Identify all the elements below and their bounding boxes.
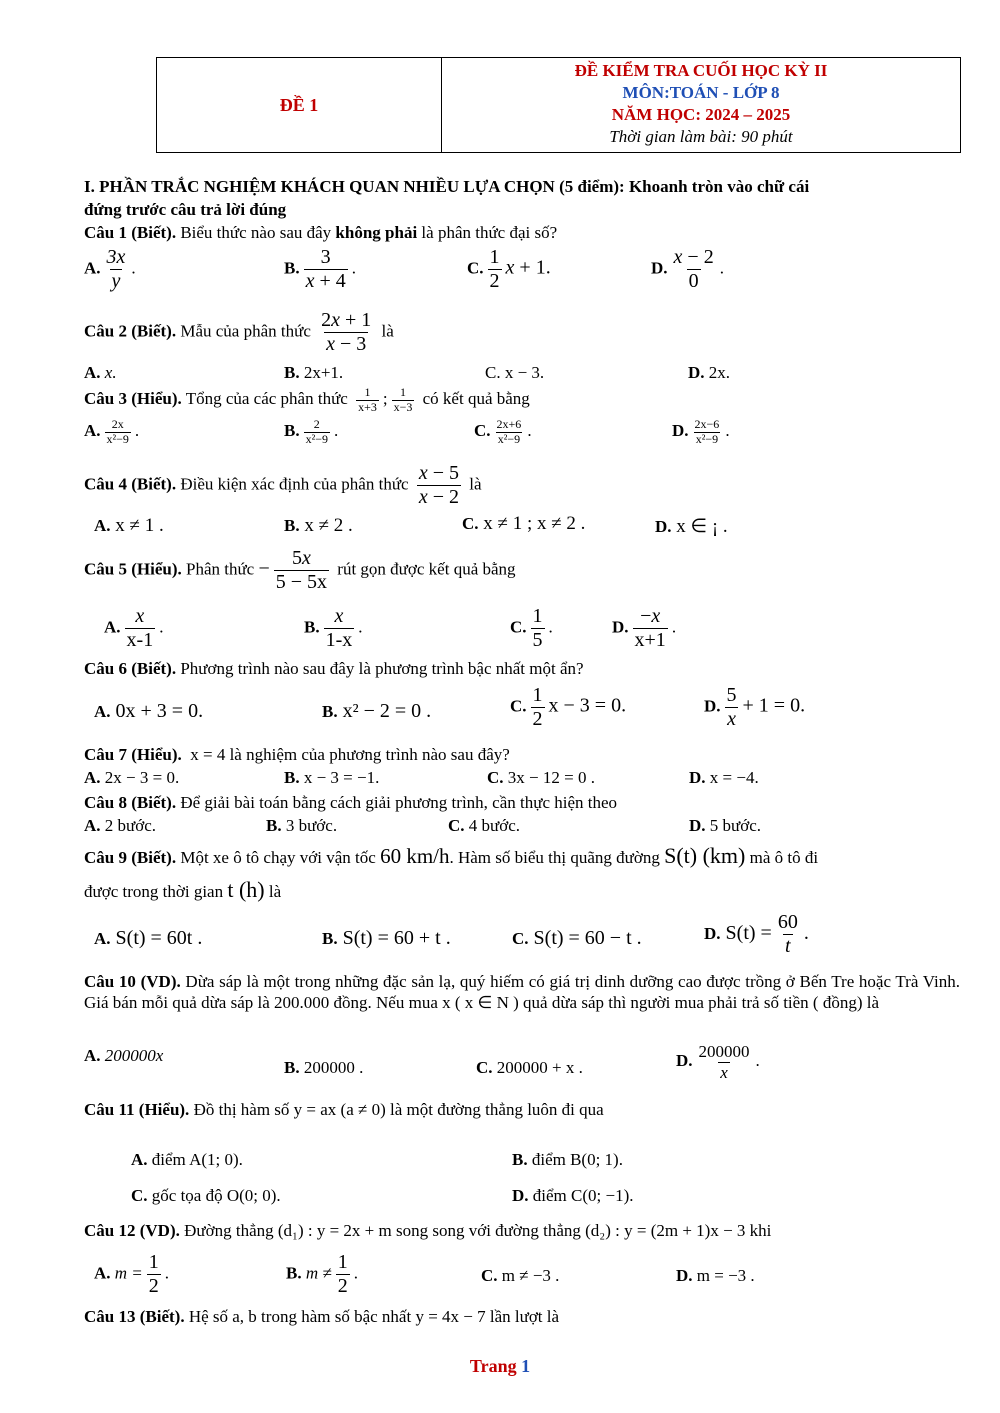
q10-option-b[interactable]: B. 200000 . bbox=[284, 1058, 364, 1077]
q12-option-d[interactable]: D. m = −3 . bbox=[676, 1266, 755, 1285]
q3-option-d[interactable]: D. $\frac{2x-6}{\text{x²−9}}$ . bbox=[672, 417, 730, 446]
question-6: Câu 6 (Biết). Phương trình nào sau đây là phương trình bậc nhất một ẩn? bbox=[84, 659, 584, 678]
section-heading-line2: đứng trước câu trả lời đúng bbox=[84, 200, 287, 219]
q3-option-a[interactable]: A. $\frac{2x}{\text{x²−9}}$ . bbox=[84, 417, 140, 446]
q4-option-b[interactable]: B. x ≠ 2 . bbox=[284, 515, 353, 536]
q11-option-b[interactable]: B. điểm B(0; 1). bbox=[512, 1150, 623, 1169]
q6-option-a[interactable]: A. 0x + 3 = 0. bbox=[94, 700, 204, 722]
q6-option-d[interactable]: D. $\frac{5}{x}$ + 1 = 0. bbox=[704, 684, 806, 730]
question-4: Câu 4 (Biết). Điều kiện xác định của phân thức $\frac{x - 5}{x - 2}$ là bbox=[84, 462, 482, 508]
q1-option-c[interactable]: C. $\frac{1}{2}$ x + 1. bbox=[467, 246, 551, 292]
q10-option-d[interactable]: D. $\frac{200000}{x}$ . bbox=[676, 1042, 760, 1082]
footer-page-number: 1 bbox=[521, 1356, 531, 1376]
q6-option-b[interactable]: B. x² − 2 = 0 . bbox=[322, 700, 432, 722]
q9-option-c[interactable]: C. S(t) = 60 − t . bbox=[512, 927, 642, 949]
exam-year: NĂM HỌC: 2024 – 2025 bbox=[611, 105, 791, 124]
q1-option-d[interactable]: D. $\frac{x - 2}{0}$ . bbox=[651, 246, 724, 292]
question-8: Câu 8 (Biết). Để giải bài toán bằng cách giải phương trình, cần thực hiện theo bbox=[84, 793, 618, 812]
q6-option-c[interactable]: C. $\frac{1}{2}$ x − 3 = 0. bbox=[510, 684, 627, 730]
exam-title: ĐỀ KIỂM TRA CUỐI HỌC KỲ II bbox=[574, 61, 828, 80]
question-9: Câu 9 (Biết). Một xe ô tô chạy với vận tốc 60 km/h. Hàm số biểu thị quãng đường S(t) (km) mà ô tô đi bbox=[84, 843, 819, 868]
q1-option-a[interactable]: A. $\frac{3x}{y}$ . bbox=[84, 246, 136, 292]
page-footer bbox=[0, 1356, 1000, 1377]
q10-option-c[interactable]: C. 200000 + x . bbox=[476, 1058, 583, 1077]
q5-option-c[interactable]: C. $\frac{1}{5}$ . bbox=[510, 605, 553, 651]
footer-word: Trang bbox=[469, 1356, 517, 1376]
q7-option-d[interactable]: D. x = −4. bbox=[689, 768, 759, 787]
q4-option-c[interactable]: C. x ≠ 1 ; x ≠ 2 . bbox=[462, 513, 586, 534]
question-9-line2: được trong thời gian t (h) là bbox=[84, 877, 282, 902]
q4-option-a[interactable]: A. x ≠ 1 . bbox=[94, 515, 164, 536]
q5-option-a[interactable]: A. $\frac{x}{x-1}$ . bbox=[104, 605, 164, 651]
question-13: Câu 13 (Biết). Hệ số a, b trong hàm số bậc nhất y = 4x − 7 lần lượt là bbox=[84, 1307, 560, 1326]
q3-option-c[interactable]: C. $\frac{2x+6}{\text{x²−9}}$ . bbox=[474, 417, 532, 446]
q9-option-d[interactable]: D. S(t) = $\frac{60}{t}$ . bbox=[704, 911, 809, 957]
q3-option-b[interactable]: B. $\frac{2}{\text{x²−9}}$ . bbox=[284, 417, 339, 446]
q2-option-d[interactable]: D. 2x. bbox=[688, 363, 731, 382]
section-heading-line1: I. PHẦN TRẮC NGHIỆM KHÁCH QUAN NHIỀU LỰA CHỌN (5 điểm): Khoanh tròn vào chữ cái bbox=[84, 177, 810, 196]
question-11: Câu 11 (Hiểu). Đồ thị hàm số y = ax (a ≠ 0) là một đường thẳng luôn đi qua bbox=[84, 1100, 604, 1119]
q7-option-a[interactable]: A. 2x − 3 = 0. bbox=[84, 768, 180, 787]
question-12: Câu 12 (VD). Đường thẳng (d₁) : y = 2x + m song song với đường thẳng (d₂) : y = (2m + 1)x − 3 khi bbox=[84, 1221, 772, 1240]
q8-option-d[interactable]: D. 5 bước. bbox=[689, 816, 762, 835]
question-2: Câu 2 (Biết). Mẫu của phân thức $\frac{2x + 1}{x - 3}$ là bbox=[84, 309, 394, 355]
q8-option-c[interactable]: C. 4 bước. bbox=[448, 816, 521, 835]
q11-option-a[interactable]: A. điểm A(1; 0). bbox=[131, 1150, 243, 1169]
q8-option-b[interactable]: B. 3 bước. bbox=[266, 816, 338, 835]
q12-option-c[interactable]: C. m ≠ −3 . bbox=[481, 1266, 560, 1285]
q2-option-a[interactable]: A. x. bbox=[84, 363, 117, 382]
q10-option-a[interactable]: A. 200000x bbox=[84, 1046, 164, 1065]
exam-subject: MÔN:TOÁN - LỚP 8 bbox=[622, 83, 780, 102]
question-7: Câu 7 (Hiểu). x = 4 là nghiệm của phương trình nào sau đây? bbox=[84, 745, 510, 764]
q8-option-a[interactable]: A. 2 bước. bbox=[84, 816, 157, 835]
q7-option-b[interactable]: B. x − 3 = −1. bbox=[284, 768, 380, 787]
q12-option-b[interactable]: B. m ≠ $\frac{1}{2}$ . bbox=[286, 1251, 358, 1297]
question-1: Câu 1 (Biết). Biểu thức nào sau đây không phải là phân thức đại số? bbox=[84, 223, 558, 242]
exam-header bbox=[156, 57, 961, 153]
q1-option-b[interactable]: B. $\frac{3}{x + 4}$ . bbox=[284, 246, 357, 292]
q11-option-d[interactable]: D. điểm C(0; −1). bbox=[512, 1186, 634, 1205]
question-3: Câu 3 (Hiểu). Tổng của các phân thức $\frac{1}{x+3}$ ; $\frac{1}{x-3}$ có kết quả bằng bbox=[84, 385, 530, 414]
q9-option-a[interactable]: A. S(t) = 60t . bbox=[94, 927, 203, 949]
question-10: Câu 10 (VD). Dừa sáp là một trong những đặc sản lạ, quý hiếm có giá trị dinh dưỡng cao được trồng ở Bến Tre hoặc Trà Vinh. Giá bán mỗi quả dừa sáp là 200.000 đồng. Nếu mua x ( x ∈ N ) quả dừa sáp thì người mua phải trả số tiền ( đồng) là bbox=[84, 972, 960, 1012]
question-5: Câu 5 (Hiểu). Phân thức − $\frac{5x}{5 - 5x}$ rút gọn được kết quả bằng bbox=[84, 547, 516, 593]
q9-option-b[interactable]: B. S(t) = 60 + t . bbox=[322, 927, 451, 949]
q2-option-c[interactable]: C. x − 3. bbox=[485, 363, 545, 382]
q5-option-d[interactable]: D. $\frac{-x}{x+1}$ . bbox=[612, 605, 677, 651]
exam-time: Thời gian làm bài: 90 phút bbox=[609, 127, 793, 146]
q5-option-b[interactable]: B. $\frac{x}{1-x}$ . bbox=[304, 605, 363, 651]
q12-option-a[interactable]: A. m = $\frac{1}{2}$ . bbox=[94, 1251, 170, 1297]
q2-option-b[interactable]: B. 2x+1. bbox=[284, 363, 344, 382]
q7-option-c[interactable]: C. 3x − 12 = 0 . bbox=[487, 768, 595, 787]
q4-option-d[interactable]: D. x ∈ ¡ . bbox=[655, 516, 728, 537]
exam-title-block bbox=[442, 58, 960, 152]
exam-code: ĐỀ 1 bbox=[157, 58, 442, 152]
q11-option-c[interactable]: C. gốc tọa độ O(0; 0). bbox=[131, 1186, 281, 1205]
